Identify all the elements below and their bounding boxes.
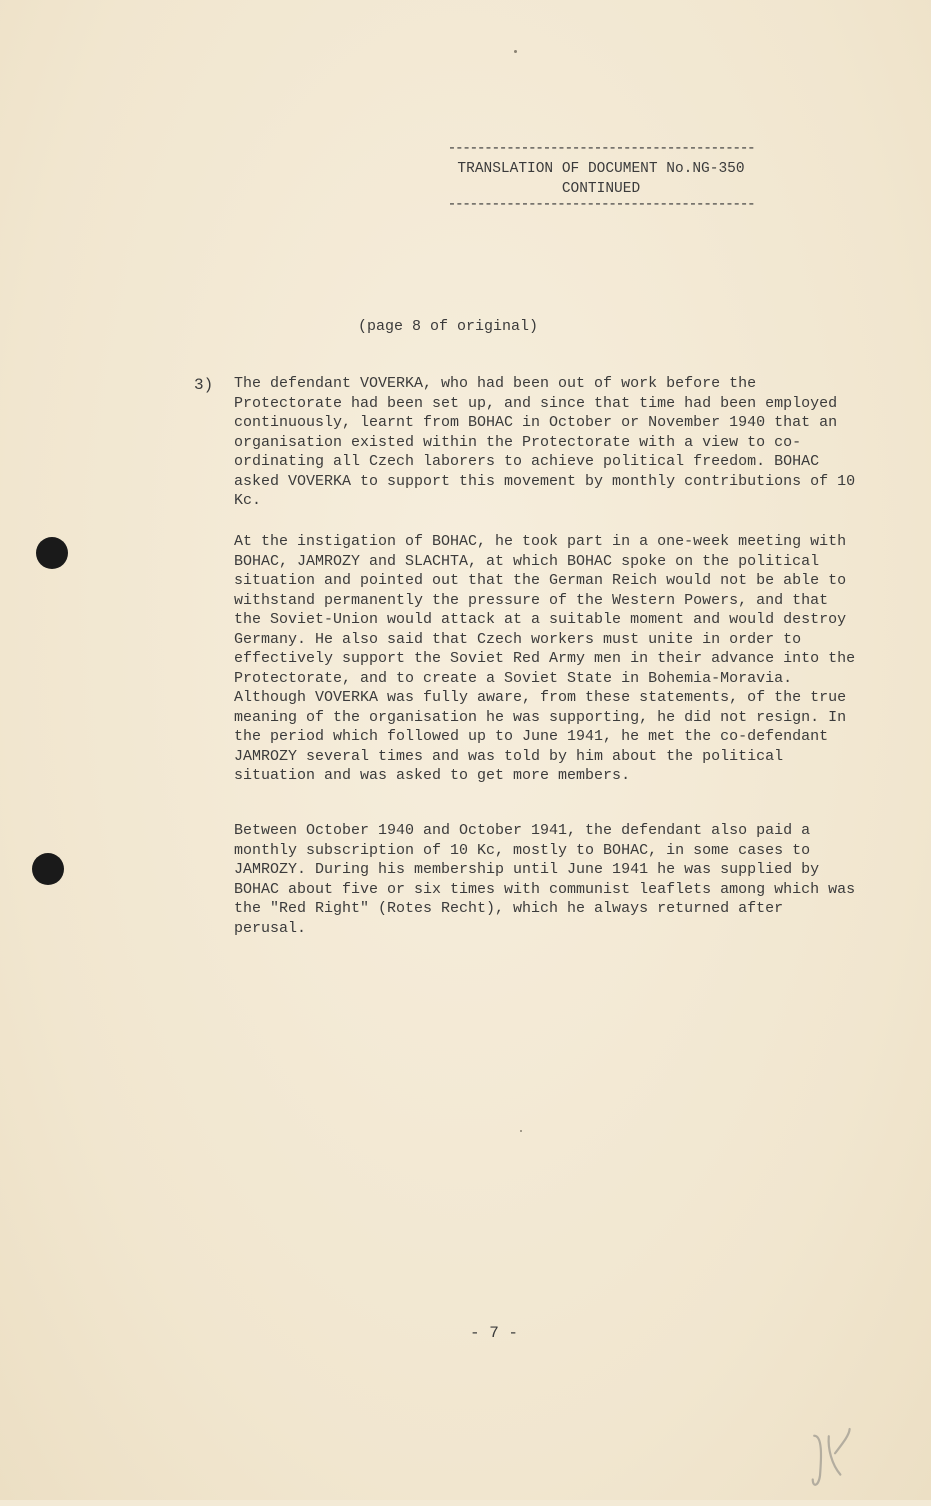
- header-subtitle: CONTINUED: [561, 181, 641, 197]
- original-page-reference: (page 8 of original): [358, 318, 539, 335]
- punch-hole-bottom: [32, 853, 64, 885]
- paper-speck: [514, 50, 517, 53]
- header-rule-bottom: ------------------------------------------: [447, 199, 755, 213]
- paragraph-2: At the instigation of BOHAC, he took part in a one-week meeting with BOHAC, JAMROZY and SLACHTA, at which BOHAC spoke on the political situation and pointed out that the German Reich would not be able to withstand permanently the pressure of the Western Powers, and that the Soviet-Union would attack at a suitable moment and would destroy Germany. He also said that Czech workers must unite in order to effectively support the Soviet Red Army men in their advance into the Protectorate, and to create a Soviet State in Bohemia-Moravia. Although VOVERKA was fully aware, from these statements, of the true meaning of the organisation he was supporting, he did not resign. In the period which followed up to June 1941, he met the co-defendant JAMROZY several times and was told by him about the political situation and was asked to get more members.: [234, 533, 856, 784]
- page-number: - 7 -: [470, 1324, 519, 1342]
- document-header: [440, 143, 762, 215]
- punch-hole-top: [36, 537, 68, 569]
- paper-speck: [520, 1130, 522, 1132]
- paragraph-1: The defendant VOVERKA, who had been out of work before the Protectorate had been set up, and since that time had been employed continuously, learnt from BOHAC in October or November 1940 that an organisation existed within the Protectorate with a view to co-ordinating all Czech laborers to achieve political freedom. BOHAC asked VOVERKA to support this movement by monthly contributions of 10 Kc.: [234, 375, 856, 509]
- header-title: TRANSLATION OF DOCUMENT No.NG-350: [457, 161, 745, 177]
- paragraph-number: 3): [194, 376, 214, 394]
- handwritten-initials: [793, 1417, 873, 1505]
- initials-mark: [793, 1417, 871, 1495]
- paragraph-3: Between October 1940 and October 1941, the defendant also paid a monthly subscription of 10 Kc, mostly to BOHAC, in some cases to JAMROZY. During his membership until June 1941 he was supplied by BOHAC about five or six times with communist leaflets among which was the "Red Right" (Rotes Recht), which he always returned after perusal.: [234, 822, 856, 937]
- header-rule-top: ------------------------------------------: [447, 143, 755, 157]
